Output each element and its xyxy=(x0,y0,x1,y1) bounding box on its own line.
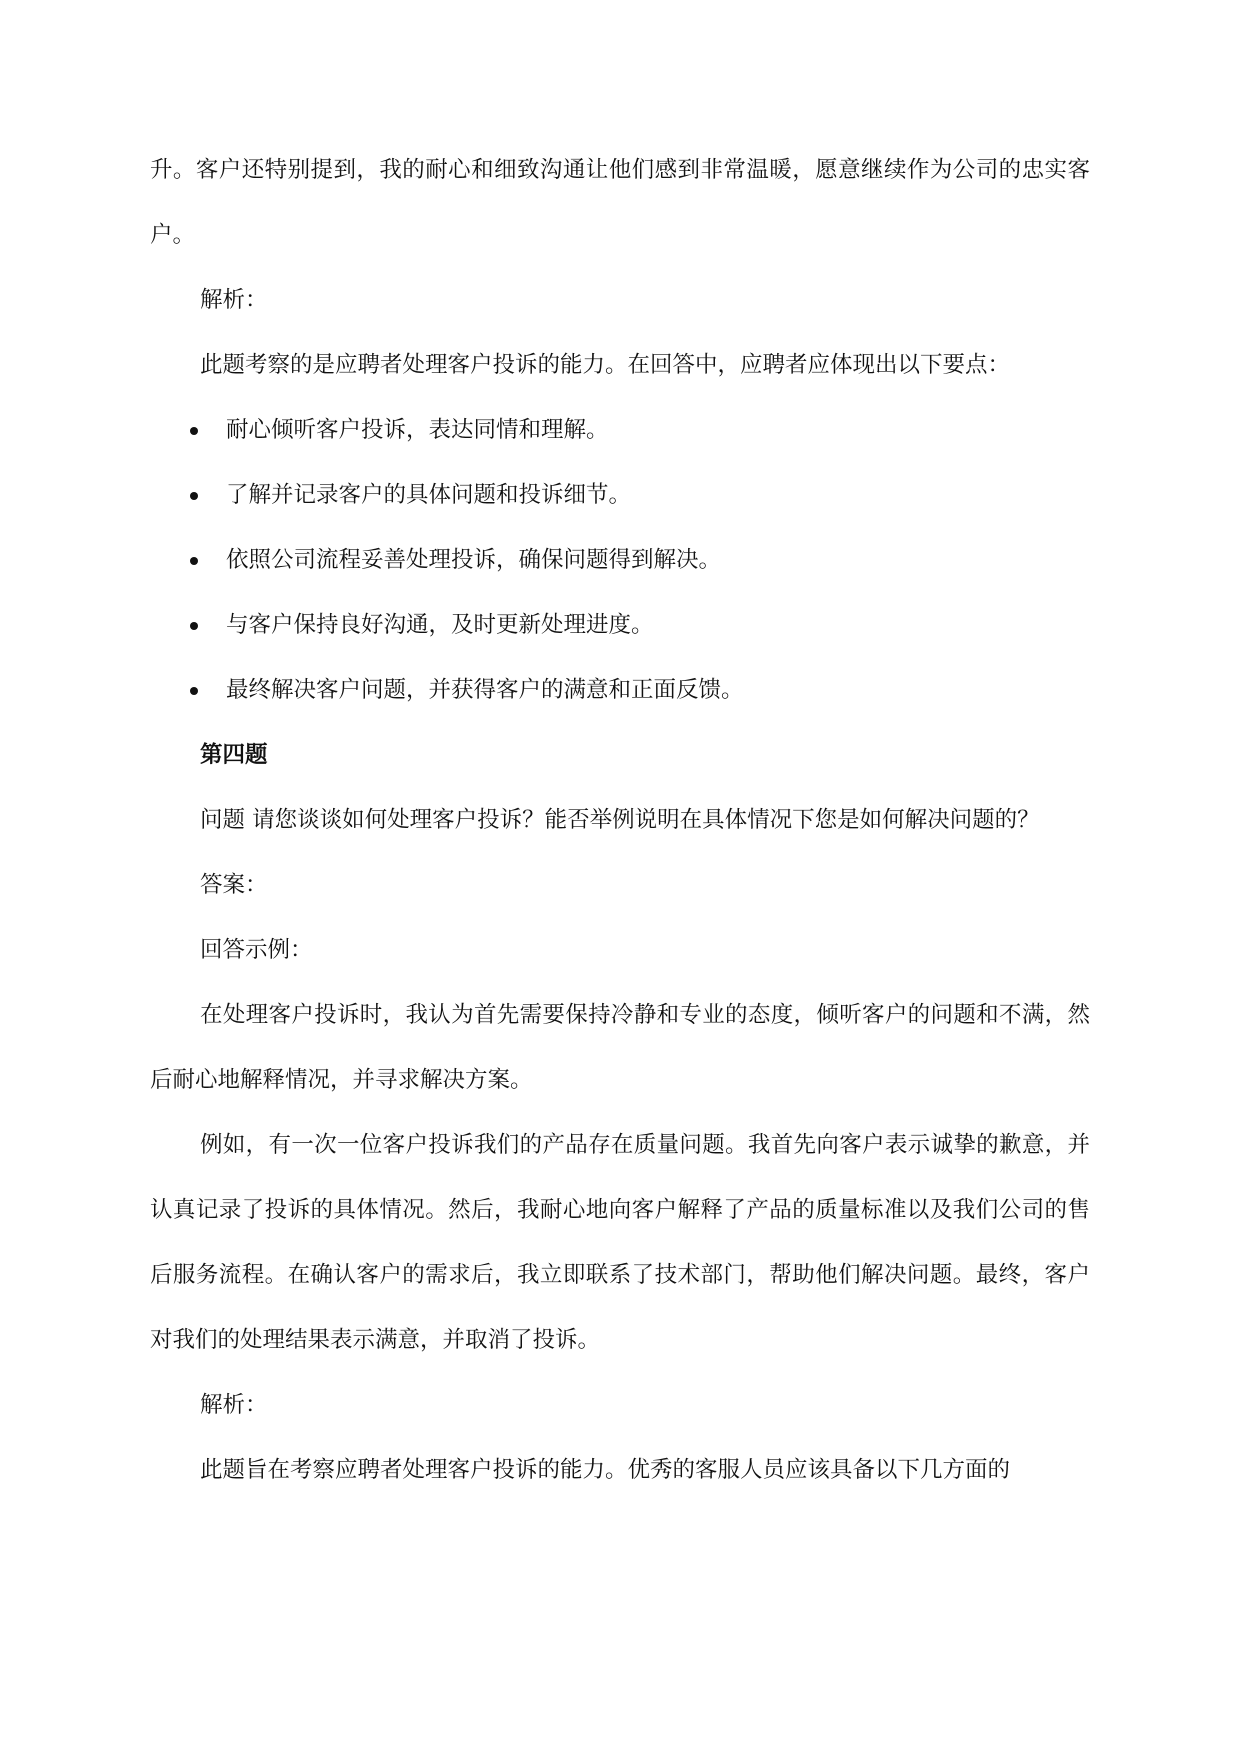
list-item: 依照公司流程妥善处理投诉，确保问题得到解决。 xyxy=(150,528,1090,593)
list-item: 耐心倾听客户投诉，表达同情和理解。 xyxy=(150,398,1090,463)
example-label: 回答示例： xyxy=(200,937,313,963)
analysis-label: 解析： xyxy=(200,1392,268,1418)
answer-paragraph: 例如，有一次一位客户投诉我们的产品存在质量问题。我首先向客户表示诚挚的歉意，并认真记录了投诉的具体情况。然后，我耐心地向客户解释了产品的质量标准以及我们公司的售后服务流程。在确认客户的需求后，我立即联系了技术部门，帮助他们解决问题。最终，客户对我们的处理结果表示满意，并取消了投诉。 xyxy=(150,1132,1090,1353)
analysis-intro: 此题旨在考察应聘者处理客户投诉的能力。优秀的客服人员应该具备以下几方面的 xyxy=(200,1457,1011,1483)
bullet-icon xyxy=(190,557,198,565)
analysis-label: 解析： xyxy=(200,287,268,313)
analysis-intro: 此题考察的是应聘者处理客户投诉的能力。在回答中，应聘者应体现出以下要点： xyxy=(200,352,1011,378)
document-page xyxy=(150,138,1090,1503)
list-item: 最终解决客户问题，并获得客户的满意和正面反馈。 xyxy=(150,658,1090,723)
bullet-icon xyxy=(190,687,198,695)
answer-paragraph: 在处理客户投诉时，我认为首先需要保持冷静和专业的态度，倾听客户的问题和不满，然后耐心地解释情况，并寻求解决方案。 xyxy=(150,1002,1090,1093)
bullet-icon xyxy=(190,427,198,435)
bullet-icon xyxy=(190,622,198,630)
bullet-icon xyxy=(190,492,198,500)
list-item: 了解并记录客户的具体问题和投诉细节。 xyxy=(150,463,1090,528)
key-points-list xyxy=(150,398,1090,723)
list-item: 与客户保持良好沟通，及时更新处理进度。 xyxy=(150,593,1090,658)
paragraph-continued: 升。客户还特别提到，我的耐心和细致沟通让他们感到非常温暖，愿意继续作为公司的忠实客户。 xyxy=(150,157,1090,248)
section-heading: 第四题 xyxy=(200,742,268,768)
answer-label: 答案： xyxy=(200,872,268,898)
question-text: 问题 请您谈谈如何处理客户投诉？能否举例说明在具体情况下您是如何解决问题的？ xyxy=(200,807,1040,833)
